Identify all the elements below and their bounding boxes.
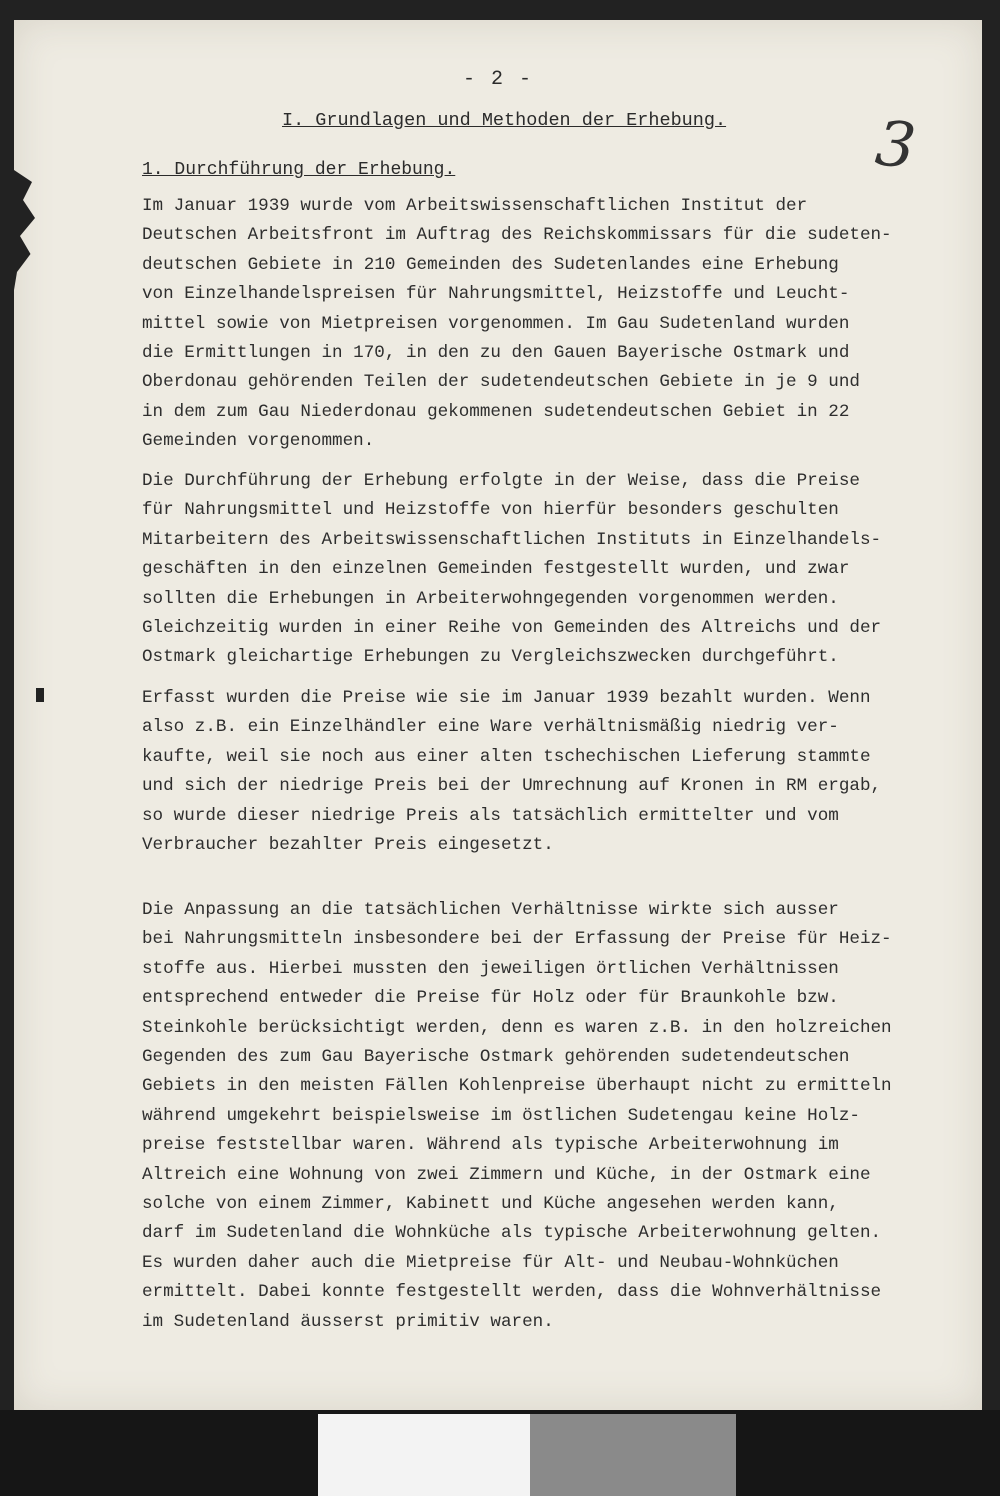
text-line: mittel sowie von Mietpreisen vorgenommen. Im Gau Sudetenland wurden	[142, 313, 850, 334]
calibration-card-white	[318, 1414, 530, 1496]
text-line: Ostmark gleichartige Erhebungen zu Vergleichszwecken durchgeführt.	[142, 647, 839, 668]
text-line: geschäften in den einzelnen Gemeinden festgestellt wurden, und zwar	[142, 559, 850, 580]
text-line: kaufte, weil sie noch aus einer alten tschechischen Lieferung stammte	[142, 746, 871, 767]
text-line: stoffe aus. Hierbei mussten den jeweiligen örtlichen Verhältnissen	[142, 958, 839, 979]
paragraph-3	[142, 684, 972, 860]
text-line: so wurde dieser niedrige Preis als tatsächlich ermittelter und vom	[142, 805, 839, 826]
text-line: von Einzelhandelspreisen für Nahrungsmittel, Heizstoffe und Leucht-	[142, 284, 850, 305]
text-line: Gegenden des zum Gau Bayerische Ostmark gehörenden sudetendeutschen	[142, 1047, 850, 1068]
document-page	[14, 20, 982, 1410]
text-line: Deutschen Arbeitsfront im Auftrag des Reichskommissars für die sudeten-	[142, 225, 892, 246]
text-line: Verbraucher bezahlter Preis eingesetzt.	[142, 835, 554, 856]
text-line: preise feststellbar waren. Während als typische Arbeiterwohnung im	[142, 1135, 839, 1156]
text-line: deutschen Gebiete in 210 Gemeinden des Sudetenlandes eine Erhebung	[142, 254, 839, 275]
text-line: ermittelt. Dabei konnte festgestellt werden, dass die Wohnverhältnisse	[142, 1282, 882, 1303]
calibration-card-gray	[530, 1414, 736, 1496]
torn-edge	[14, 170, 44, 290]
text-line: Es wurden daher auch die Mietpreise für Alt- und Neubau-Wohnküchen	[142, 1252, 839, 1273]
text-line: Gleichzeitig wurden in einer Reihe von Gemeinden des Altreichs und der	[142, 618, 882, 639]
margin-ink-mark	[36, 688, 44, 702]
text-line: Im Januar 1939 wurde vom Arbeitswissenschaftlichen Institut der	[142, 196, 808, 216]
text-line: für Nahrungsmittel und Heizstoffe von hierfür besonders geschulten	[142, 500, 839, 521]
text-line: Gebiets in den meisten Fällen Kohlenpreise überhaupt nicht zu ermitteln	[142, 1076, 892, 1097]
text-line: Die Anpassung an die tatsächlichen Verhältnisse wirkte sich ausser	[142, 900, 839, 920]
text-line: Altreich eine Wohnung von zwei Zimmern und Küche, in der Ostmark eine	[142, 1164, 871, 1185]
text-line: Erfasst wurden die Preise wie sie im Januar 1939 bezahlt wurden. Wenn	[142, 688, 871, 708]
handwritten-page-mark: 3	[872, 106, 920, 183]
text-line: Die Durchführung der Erhebung erfolgte in der Weise, dass die Preise	[142, 471, 860, 491]
text-line: entsprechend entweder die Preise für Holz oder für Braunkohle bzw.	[142, 988, 839, 1009]
text-line: Mitarbeitern des Arbeitswissenschaftlichen Instituts in Einzelhandels-	[142, 529, 882, 550]
text-line: während umgekehrt beispielsweise im östlichen Sudetengau keine Holz-	[142, 1105, 860, 1126]
paragraph-1	[142, 192, 972, 457]
text-line: bei Nahrungsmitteln insbesondere bei der Erfassung der Preise für Heiz-	[142, 929, 892, 950]
text-line: darf im Sudetenland die Wohnküche als typische Arbeiterwohnung gelten.	[142, 1223, 882, 1244]
text-line: die Ermittlungen in 170, in den zu den Gauen Bayerische Ostmark und	[142, 343, 850, 364]
text-line: und sich der niedrige Preis bei der Umrechnung auf Kronen in RM ergab,	[142, 776, 882, 797]
text-line: solche von einem Zimmer, Kabinett und Küche angesehen werden kann,	[142, 1194, 839, 1215]
page-number: - 2 -	[462, 68, 533, 91]
text-line: im Sudetenland äusserst primitiv waren.	[142, 1311, 554, 1332]
section-heading: I. Grundlagen und Methoden der Erhebung.	[282, 110, 727, 131]
text-line: also z.B. ein Einzelhändler eine Ware verhältnismäßig niedrig ver-	[142, 717, 839, 738]
paragraph-4	[142, 896, 972, 1337]
subsection-heading: 1. Durchführung der Erhebung.	[142, 160, 456, 180]
text-line: Oberdonau gehörenden Teilen der sudetendeutschen Gebiete in je 9 und	[142, 372, 860, 393]
text-line: Steinkohle berücksichtigt werden, denn es waren z.B. in den holzreichen	[142, 1017, 892, 1038]
text-line: sollten die Erhebungen in Arbeiterwohngegenden vorgenommen werden.	[142, 588, 839, 609]
paragraph-2	[142, 467, 972, 673]
text-line: in dem zum Gau Niederdonau gekommenen sudetendeutschen Gebiet in 22	[142, 401, 850, 422]
text-line: Gemeinden vorgenommen.	[142, 431, 375, 452]
